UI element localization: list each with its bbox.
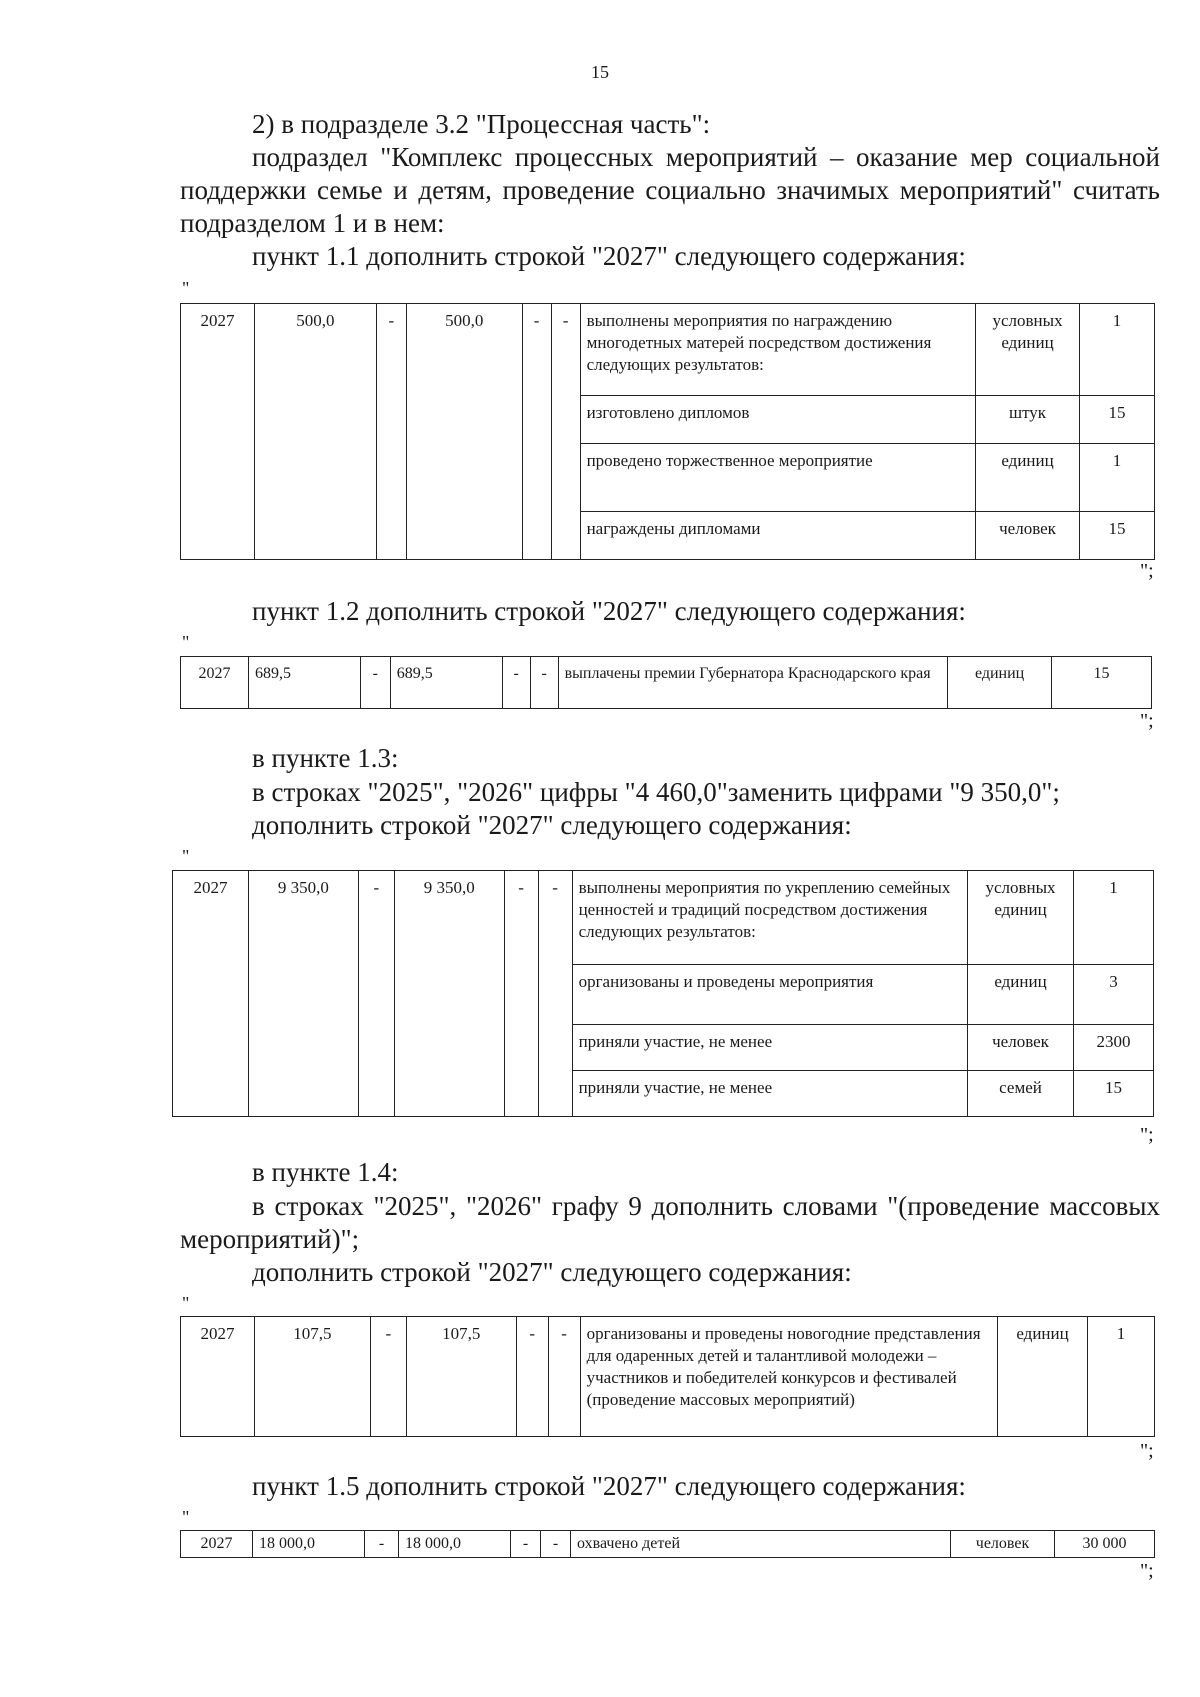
- intro-line-2: подраздел "Комплекс процессных мероприятий – оказание мер социальной поддержки семье и детям, проведение социально значимых мероприятий" считать подразделом 1 и в нем:: [180, 142, 1160, 238]
- open-quote: ": [182, 278, 190, 298]
- table-3-dash-1: -: [358, 871, 394, 1117]
- table-3-result-text: выполнены мероприятия по укреплению семейных ценностей и традиций посредством достижения следующих результатов:: [572, 871, 967, 965]
- open-quote: ": [182, 1293, 190, 1313]
- table-1-result-value: 15: [1080, 396, 1155, 444]
- page-number: 15: [591, 62, 609, 82]
- table-4-dash-3: -: [548, 1317, 580, 1437]
- open-quote: ": [182, 1507, 190, 1527]
- table-3-result-text: организованы и проведены мероприятия: [572, 965, 967, 1025]
- table-4-dash-2: -: [516, 1317, 548, 1437]
- table-5-dash-2: -: [511, 1531, 541, 1558]
- table-2-result-value: 15: [1052, 657, 1152, 709]
- table-2-result-unit: единиц: [948, 657, 1052, 709]
- table-4-amount-2: 107,5: [406, 1317, 516, 1437]
- table-2: [180, 656, 1152, 709]
- table-2-amount-2: 689,5: [390, 657, 502, 709]
- table-3-dash-3: -: [538, 871, 572, 1117]
- table-5-result-text: охвачено детей: [571, 1531, 951, 1558]
- table-1-dash-3: -: [551, 304, 580, 560]
- intro-line-3: пункт 1.1 дополнить строкой "2027" следующего содержания:: [252, 241, 966, 271]
- table-5-amount-2: 18 000,0: [399, 1531, 511, 1558]
- table-2-dash-1: -: [360, 657, 390, 709]
- table-5-year: 2027: [181, 1531, 253, 1558]
- close-quote-5: ";: [1140, 1560, 1154, 1582]
- table-3-result-value: 3: [1074, 965, 1154, 1025]
- open-quote: ": [182, 846, 190, 866]
- table-1-year: 2027: [181, 304, 255, 560]
- p14-line-1: в пункте 1.4:: [252, 1157, 399, 1187]
- table-2-amount: 689,5: [248, 657, 360, 709]
- table-1-amount: 500,0: [254, 304, 376, 560]
- table-3-result-value: 1: [1074, 871, 1154, 965]
- table-5-result-value: 30 000: [1055, 1531, 1155, 1558]
- table-3-year: 2027: [173, 871, 249, 1117]
- table-3: [172, 870, 1154, 1117]
- table-3-result-value: 2300: [1074, 1025, 1154, 1071]
- table-1-result-text: награждены дипломами: [580, 512, 975, 560]
- table-3-result-text: приняли участие, не менее: [572, 1025, 967, 1071]
- p12-text: пункт 1.2 дополнить строкой "2027" следующего содержания:: [252, 596, 966, 626]
- table-4-result-text: организованы и проведены новогодние представления для одаренных детей и талантливой молодежи – участников и победителей конкурсов и фестивалей (проведение массовых мероприятий): [580, 1317, 997, 1437]
- table-1-result-unit: условных единиц: [976, 304, 1080, 396]
- table-2-year: 2027: [181, 657, 249, 709]
- table-1-result-text: изготовлено дипломов: [580, 396, 975, 444]
- intro-line-1: 2) в подразделе 3.2 "Процессная часть":: [252, 109, 711, 139]
- table-3-result-value: 15: [1074, 1071, 1154, 1117]
- table-4-amount: 107,5: [254, 1317, 370, 1437]
- table-5-amount: 18 000,0: [253, 1531, 365, 1558]
- table-1-dash-2: -: [522, 304, 551, 560]
- table-3-result-unit: условных единиц: [968, 871, 1074, 965]
- table-5-dash-3: -: [541, 1531, 571, 1558]
- table-3-result-text: приняли участие, не менее: [572, 1071, 967, 1117]
- table-4-year: 2027: [181, 1317, 255, 1437]
- table-1-result-value: 1: [1080, 444, 1155, 512]
- close-quote-4: ";: [1140, 1440, 1154, 1462]
- table-1-dash-1: -: [376, 304, 406, 560]
- p13-line-3: дополнить строкой "2027" следующего содержания:: [252, 810, 852, 840]
- table-1-result-unit: единиц: [976, 444, 1080, 512]
- table-5: [180, 1530, 1155, 1558]
- table-4: [180, 1316, 1155, 1437]
- table-3-result-unit: семей: [968, 1071, 1074, 1117]
- table-2-dash-2: -: [502, 657, 530, 709]
- table-1-amount-2: 500,0: [406, 304, 522, 560]
- table-2-result-text: выплачены премии Губернатора Краснодарского края: [558, 657, 948, 709]
- table-4-result-unit: единиц: [998, 1317, 1088, 1437]
- p13-line-2: в строках "2025", "2026" цифры "4 460,0"заменить цифрами "9 350,0";: [252, 777, 1060, 807]
- p14-line-3: дополнить строкой "2027" следующего содержания:: [252, 1257, 852, 1287]
- table-3-amount-2: 9 350,0: [394, 871, 504, 1117]
- p14-line-2: в строках "2025", "2026" графу 9 дополнить словами "(проведение массовых мероприятий)";: [180, 1191, 1160, 1254]
- table-1-result-value: 1: [1080, 304, 1155, 396]
- table-5-result-unit: человек: [951, 1531, 1055, 1558]
- close-quote-1: ";: [1140, 560, 1154, 582]
- table-1-result-value: 15: [1080, 512, 1155, 560]
- table-3-result-unit: человек: [968, 1025, 1074, 1071]
- table-1-result-unit: штук: [976, 396, 1080, 444]
- table-4-dash-1: -: [370, 1317, 406, 1437]
- table-3-result-unit: единиц: [968, 965, 1074, 1025]
- p13-line-1: в пункте 1.3:: [252, 743, 399, 773]
- table-4-result-value: 1: [1088, 1317, 1155, 1437]
- table-5-dash-1: -: [365, 1531, 399, 1558]
- close-quote-2: ";: [1140, 710, 1154, 732]
- table-3-dash-2: -: [504, 871, 538, 1117]
- table-1-result-text: выполнены мероприятия по награждению многодетных матерей посредством достижения следующих результатов:: [580, 304, 975, 396]
- p15-text: пункт 1.5 дополнить строкой "2027" следующего содержания:: [252, 1471, 966, 1501]
- table-1-result-unit: человек: [976, 512, 1080, 560]
- table-1: [180, 303, 1155, 560]
- open-quote: ": [182, 632, 190, 652]
- table-1-result-text: проведено торжественное мероприятие: [580, 444, 975, 512]
- table-2-dash-3: -: [530, 657, 558, 709]
- table-3-amount: 9 350,0: [248, 871, 358, 1117]
- close-quote-3: ";: [1140, 1124, 1154, 1146]
